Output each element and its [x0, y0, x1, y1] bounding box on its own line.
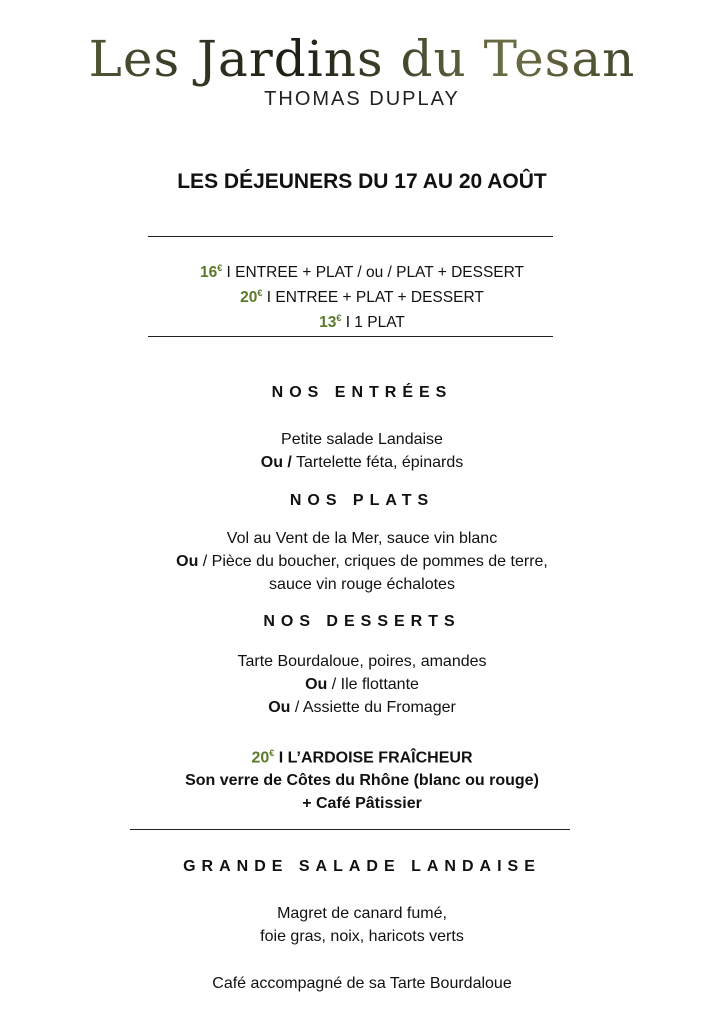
- section-heading-desserts: NOS DESSERTS: [263, 613, 461, 630]
- text-segment: Vol au Vent de la Mer, sauce vin blanc: [226, 530, 498, 547]
- text-segment: Magret de canard fumé,: [277, 905, 447, 922]
- text-segment: I L’ARDOISE FRAÎCHEUR: [274, 749, 473, 767]
- price-list: [0, 258, 724, 333]
- salade-cafe: Café accompagné de sa Tarte Bourdaloue: [212, 975, 512, 992]
- logo: [0, 28, 724, 111]
- divider: [130, 829, 570, 830]
- section-heading-salade: GRANDE SALADE LANDAISE: [183, 858, 541, 875]
- divider: [148, 236, 553, 237]
- text-segment: Petite salade Landaise: [281, 431, 443, 448]
- entrees-list: [0, 428, 724, 474]
- text-segment: I ENTREE + PLAT + DESSERT: [262, 289, 484, 307]
- text-segment: 20: [251, 749, 270, 767]
- currency-symbol: €: [336, 313, 342, 324]
- price-line: [0, 308, 724, 333]
- text-segment: foie gras, noix, haricots verts: [260, 928, 464, 945]
- text-segment: sauce vin rouge échalotes: [269, 576, 455, 593]
- currency-symbol: €: [217, 263, 223, 273]
- text-segment: Son verre de Côtes du Rhône (blanc ou rouge): [185, 772, 539, 790]
- logo-name: Les Jardins du Tesan: [0, 28, 724, 90]
- currency-symbol: €: [269, 748, 275, 758]
- text-segment: / Ile flottante: [327, 676, 419, 693]
- text-segment: Ou: [305, 676, 328, 693]
- text-segment: + Café Pâtissier: [302, 795, 422, 813]
- page-title: LES DÉJEUNERS DU 17 AU 20 AOÛT: [177, 170, 547, 193]
- text-segment: [0, 451, 724, 474]
- text-segment: Ou: [176, 553, 199, 570]
- text-segment: Tartelette féta, épinards: [291, 454, 464, 471]
- text-segment: / Pièce du boucher, criques de pommes de terre,: [198, 553, 548, 570]
- text-segment: I 1 PLAT: [341, 314, 405, 332]
- text-segment: 13: [319, 314, 337, 332]
- text-segment: [0, 696, 724, 719]
- salade-description: [0, 902, 724, 948]
- text-segment: 16: [199, 264, 218, 282]
- section-heading-entrees: NOS ENTRÉES: [271, 384, 453, 401]
- desserts-list: [0, 650, 724, 719]
- price-line: [0, 283, 724, 308]
- divider: [148, 336, 553, 337]
- logo-chef: THOMAS DUPLAY: [264, 88, 460, 110]
- plats-list: [0, 527, 724, 596]
- text-segment: Ou: [268, 699, 291, 716]
- text-segment: [0, 673, 724, 696]
- ardoise-offer: [0, 742, 724, 815]
- text-segment: / Assiette du Fromager: [290, 699, 456, 716]
- text-segment: 20: [240, 289, 258, 307]
- price-line: [0, 258, 724, 283]
- text-segment: Ou /: [260, 454, 292, 471]
- text-segment: [0, 550, 724, 573]
- currency-symbol: €: [257, 288, 263, 299]
- text-segment: [0, 742, 724, 769]
- text-segment: I ENTREE + PLAT / ou / PLAT + DESSERT: [222, 264, 525, 282]
- text-segment: Tarte Bourdaloue, poires, amandes: [237, 653, 487, 670]
- section-heading-plats: NOS PLATS: [289, 492, 435, 509]
